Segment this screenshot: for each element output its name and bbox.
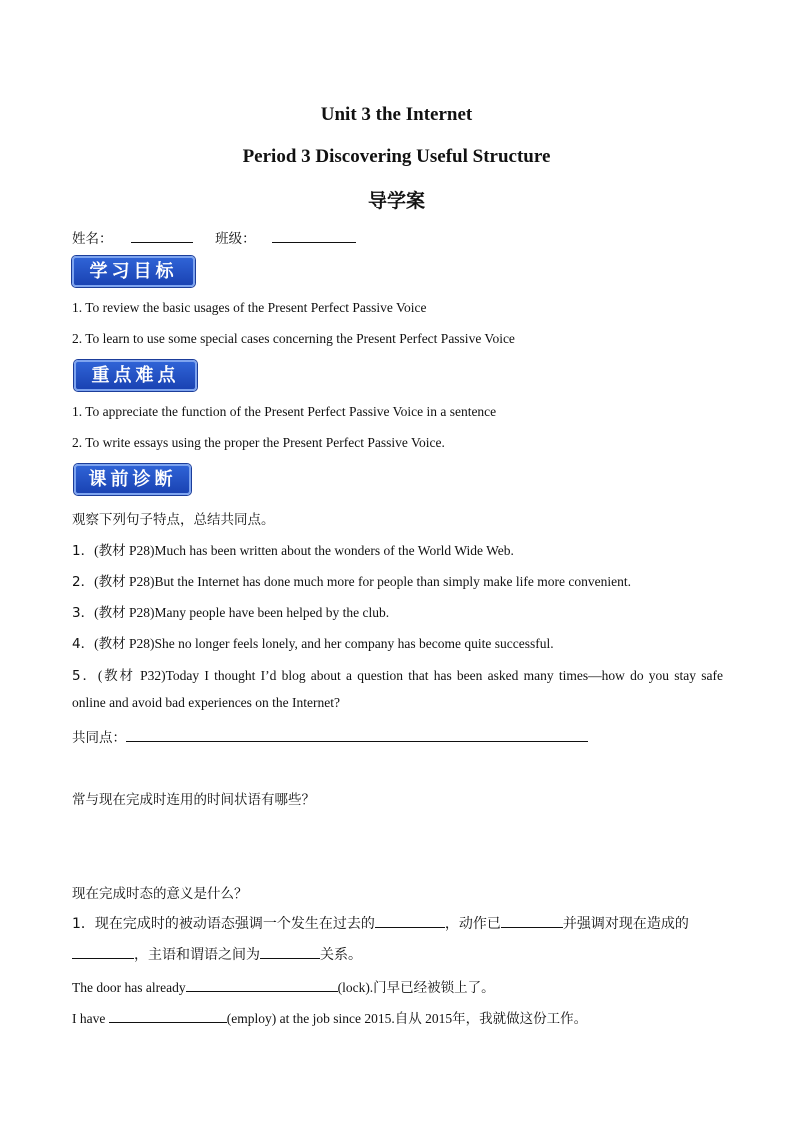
objective-item: 1. To review the basic usages of the Present Perfect Passive Voice bbox=[72, 300, 427, 315]
name-label: 姓名： bbox=[72, 231, 113, 247]
learning-objectives-badge: 学习目标 bbox=[72, 256, 195, 287]
example-sentence: 2．(教材 P28)But the Internet has done much more for people than simply make life more convenient. bbox=[72, 574, 631, 590]
class-blank[interactable] bbox=[272, 228, 356, 243]
key-point-item: 1. To appreciate the function of the Present Perfect Passive Voice in a sentence bbox=[72, 404, 497, 419]
example-sentence-continuation: online and avoid bad experiences on the Internet? bbox=[72, 695, 341, 710]
fill-blank[interactable] bbox=[375, 913, 445, 928]
period-title: Period 3 Discovering Useful Structure bbox=[242, 146, 551, 167]
fill-blank[interactable] bbox=[109, 1008, 227, 1023]
common-feature-blank[interactable] bbox=[126, 727, 588, 742]
example-sentence: 1．(教材 P28)Much has been written about the wonders of the World Wide Web. bbox=[72, 543, 514, 559]
class-label: 班级： bbox=[215, 231, 256, 247]
key-point-item: 2. To write essays using the proper the Present Perfect Passive Voice. bbox=[72, 435, 445, 450]
key-points-badge: 重点难点 bbox=[74, 360, 197, 391]
example-sentence: 5．(教材 P32)Today I thought I’d blog about a question that has been asked many times—how do you stay safe bbox=[72, 668, 723, 684]
student-info-row bbox=[72, 227, 356, 247]
pre-class-instruction: 观察下列句子特点，总结共同点。 bbox=[72, 512, 275, 528]
exercise-sentence: The door has already (lock).门早已经被锁上了。 bbox=[72, 976, 495, 996]
tense-meaning-item-line1: 1．现在完成时的被动语态强调一个发生在过去的 ，动作已 并强调对现在造成的 bbox=[72, 913, 689, 933]
example-sentence: 3．(教材 P28)Many people have been helped by the club. bbox=[72, 605, 390, 621]
common-feature-label: 共同点： bbox=[72, 730, 126, 746]
exercise-sentence: I have (employ) at the job since 2015.自从 2015年，我就做这份工作。 bbox=[72, 1007, 587, 1027]
name-blank[interactable] bbox=[131, 228, 193, 243]
objective-item: 2. To learn to use some special cases concerning the Present Perfect Passive Voice bbox=[72, 331, 515, 346]
fill-blank[interactable] bbox=[186, 977, 338, 992]
tense-meaning-item-line2: ，主语和谓语之间为 关系。 bbox=[72, 944, 362, 964]
fill-blank[interactable] bbox=[72, 944, 134, 959]
fill-blank[interactable] bbox=[501, 913, 563, 928]
document-type-title: 导学案 bbox=[367, 190, 425, 212]
unit-title: Unit 3 the Internet bbox=[320, 104, 473, 125]
example-sentence: 4．(教材 P28)She no longer feels lonely, and her company has become quite successful. bbox=[72, 636, 554, 652]
pre-class-diagnosis-badge: 课前诊断 bbox=[74, 464, 191, 495]
common-feature-row bbox=[72, 726, 588, 746]
tense-meaning-question: 现在完成时态的意义是什么？ bbox=[72, 886, 248, 902]
fill-blank[interactable] bbox=[260, 944, 320, 959]
time-adverbials-question: 常与现在完成时连用的时间状语有哪些？ bbox=[72, 792, 315, 808]
